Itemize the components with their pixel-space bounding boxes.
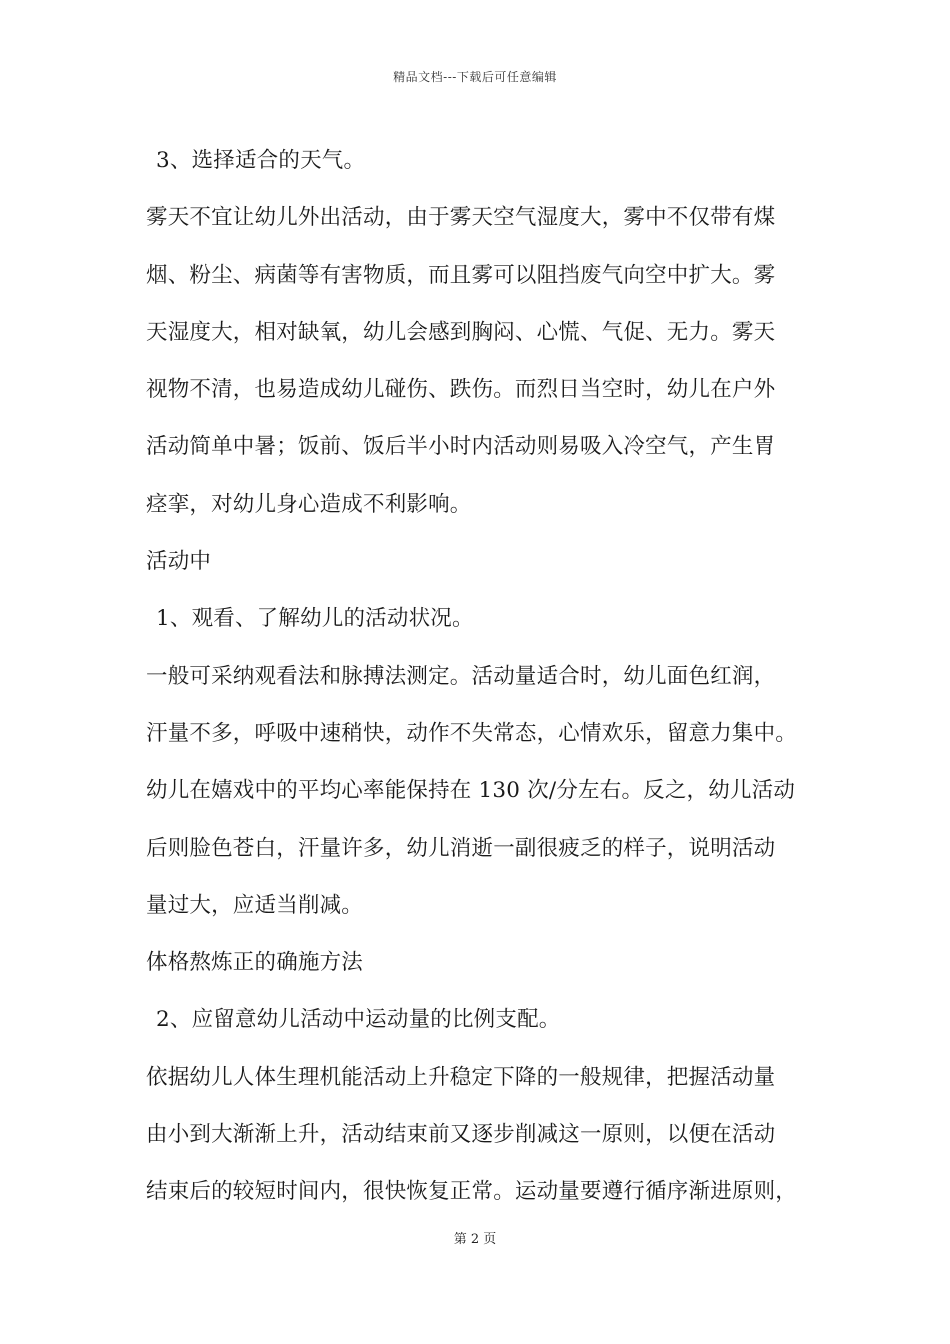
paragraph-line: 活动简单中暑；饭前、饭后半小时内活动则易吸入冷空气，产生胃 [146,434,776,460]
section-heading-during-activity: 活动中 [146,549,212,575]
paragraph-line: 一般可采纳观看法和脉搏法测定。活动量适合时，幼儿面色红润， [146,663,776,689]
section-heading-exercise-ratio: 2、应留意幼儿活动中运动量的比例支配。 [156,1007,561,1033]
document-body [146,132,826,1221]
paragraph-line: 痉挛，对幼儿身心造成不利影响。 [146,491,472,517]
section-heading-methods: 体格熬炼正的确施方法 [146,950,364,976]
paragraph-line: 量过大，应适当削减。 [146,892,364,918]
paragraph-line: 视物不清，也易造成幼儿碰伤、跌伤。而烈日当空时，幼儿在户外 [146,377,776,403]
page-header: 精品文档---下载后可任意编辑 [393,70,557,84]
paragraph-line: 天湿度大，相对缺氧，幼儿会感到胸闷、心慌、气促、无力。雾天 [146,319,776,345]
paragraph-line: 烟、粉尘、病菌等有害物质，而且雾可以阻挡废气向空中扩大。雾 [146,262,776,288]
paragraph-line: 后则脸色苍白，汗量许多，幼儿消逝一副很疲乏的样子，说明活动 [146,835,776,861]
paragraph-line: 汗量不多，呼吸中速稍快，动作不失常态，心情欢乐，留意力集中。 [146,720,798,746]
page-number: 第 2 页 [453,1232,497,1247]
paragraph-line: 结束后的较短时间内，很快恢复正常。运动量要遵行循序渐进原则， [146,1179,798,1205]
section-heading-weather: 3、选择适合的天气。 [156,148,366,173]
paragraph-line: 依据幼儿人体生理机能活动上升稳定下降的一般规律，把握活动量 [146,1064,776,1090]
section-heading-observe: 1、观看、了解幼儿的活动状况。 [156,606,474,632]
paragraph-line: 幼儿在嬉戏中的平均心率能保持在 130 次/分左右。反之，幼儿活动 [146,778,796,804]
paragraph-line: 由小到大渐渐上升，活动结束前又逐步削减这一原则，以便在活动 [146,1122,776,1148]
paragraph-line: 雾天不宜让幼儿外出活动，由于雾天空气湿度大，雾中不仅带有煤 [146,205,776,231]
